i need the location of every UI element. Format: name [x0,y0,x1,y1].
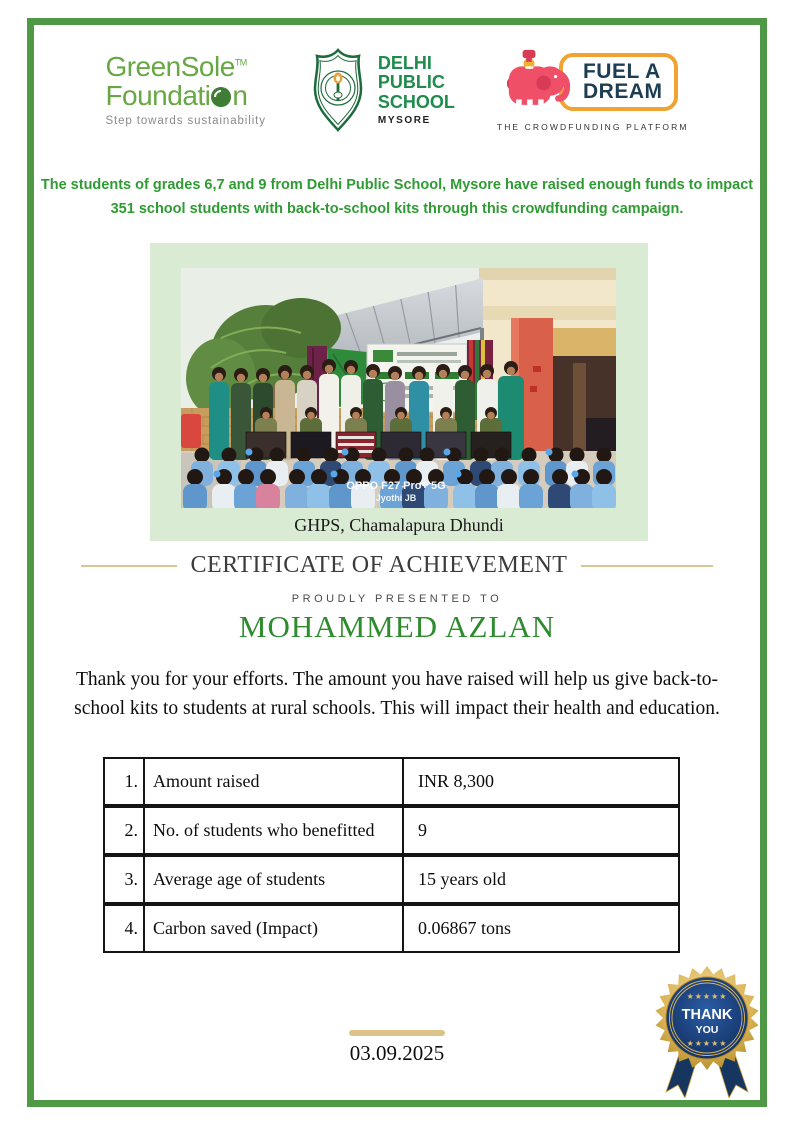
thank-you-rosette-icon [644,958,770,1098]
photo-watermark-line1: OPPO F27 Pro+ 5G [346,480,446,492]
row-number: 3. [105,857,145,902]
badge-stars-top: ★★★★★ [686,992,728,1001]
row-label: Carbon saved (Impact) [145,906,404,951]
badge-you-label: YOU [695,1024,719,1036]
table-row [103,855,680,904]
table-row [103,904,680,953]
fuel-a-dream-logo [497,48,689,132]
foundation-text-end: n [232,79,248,111]
impact-table [103,757,680,953]
dps-name-line: DELHI [377,52,432,73]
impact-statement-line1: The students of grades 6,7 and 9 from Delhi Public School, Mysore have raised enough funds to impact [40,177,754,193]
thank-you-badge [644,958,770,1098]
badge-thank-label: THANK [681,1007,733,1023]
presented-label: PROUDLY PRESENTED TO [291,593,503,605]
date-rule [349,1030,445,1036]
dps-city-label: MYSORE [377,115,431,127]
badge-stars-bottom: ★★★★★ [686,1039,728,1048]
photo-watermark-line2: Jyothi JB [375,493,417,503]
group-photo [181,268,616,508]
fad-tagline: THE CROWDFUNDING PLATFORM [496,122,689,132]
greensole-tagline: Step towards sustainability [105,115,266,128]
certificate-title: CERTIFICATE OF ACHIEVEMENT [190,552,568,578]
photo-caption: GHPS, Chamalapura Dhundi [294,515,504,535]
row-value: 9 [418,820,427,840]
fuel-a-dream-wordmark [559,53,679,111]
greensole-name: GreenSole [105,50,235,82]
recipient-name: MOHAMMED AZLAN [238,609,556,644]
greensole-wordmark [105,50,265,82]
row-number: 2. [105,808,145,853]
fuel-a-dream-mark [507,48,679,116]
greensole-foundation-logo [105,50,266,128]
row-label: No. of students who benefitted [145,808,404,853]
fad-line2: DREAM [582,80,663,103]
row-value: 0.06867 tons [418,918,512,938]
certificate-title-row [0,552,794,579]
row-label: Amount raised [145,759,404,804]
row-number: 1. [105,759,145,804]
title-rule-right [581,565,713,567]
partner-logos-row [0,48,794,132]
thank-you-message-line2: school kits to students at rural schools. This will impact their health and education. [74,698,720,720]
row-value: 15 years old [418,869,506,889]
dps-name-line: PUBLIC [377,72,445,93]
row-value: INR 8,300 [418,771,494,791]
school-photo-card [150,243,648,541]
fad-line1: FUEL A [582,60,661,84]
title-rule-left [81,565,177,567]
impact-statement-line2: 351 school students with back-to-school kits through this crowdfunding campaign. [110,200,684,217]
table-row [103,757,680,806]
foundation-text: Foundati [105,79,211,111]
certificate-date: 03.09.2025 [349,1041,445,1065]
row-label: Average age of students [145,857,404,902]
dps-name-line: SCHOOL [377,91,455,112]
greensole-foundation-word [105,79,265,111]
globe-icon [211,87,231,107]
dps-wordmark [378,54,455,126]
trademark-symbol: TM [234,57,247,68]
thank-you-message [0,665,794,724]
dps-mysore-logo [308,48,455,132]
elephant-piggybank-icon [507,48,573,116]
table-row [103,806,680,855]
row-number: 4. [105,906,145,951]
dps-crest-icon [308,48,368,132]
impact-statement [27,174,767,222]
thank-you-message-line1: Thank you for your efforts. The amount you have raised will help us give back-to- [75,669,719,690]
